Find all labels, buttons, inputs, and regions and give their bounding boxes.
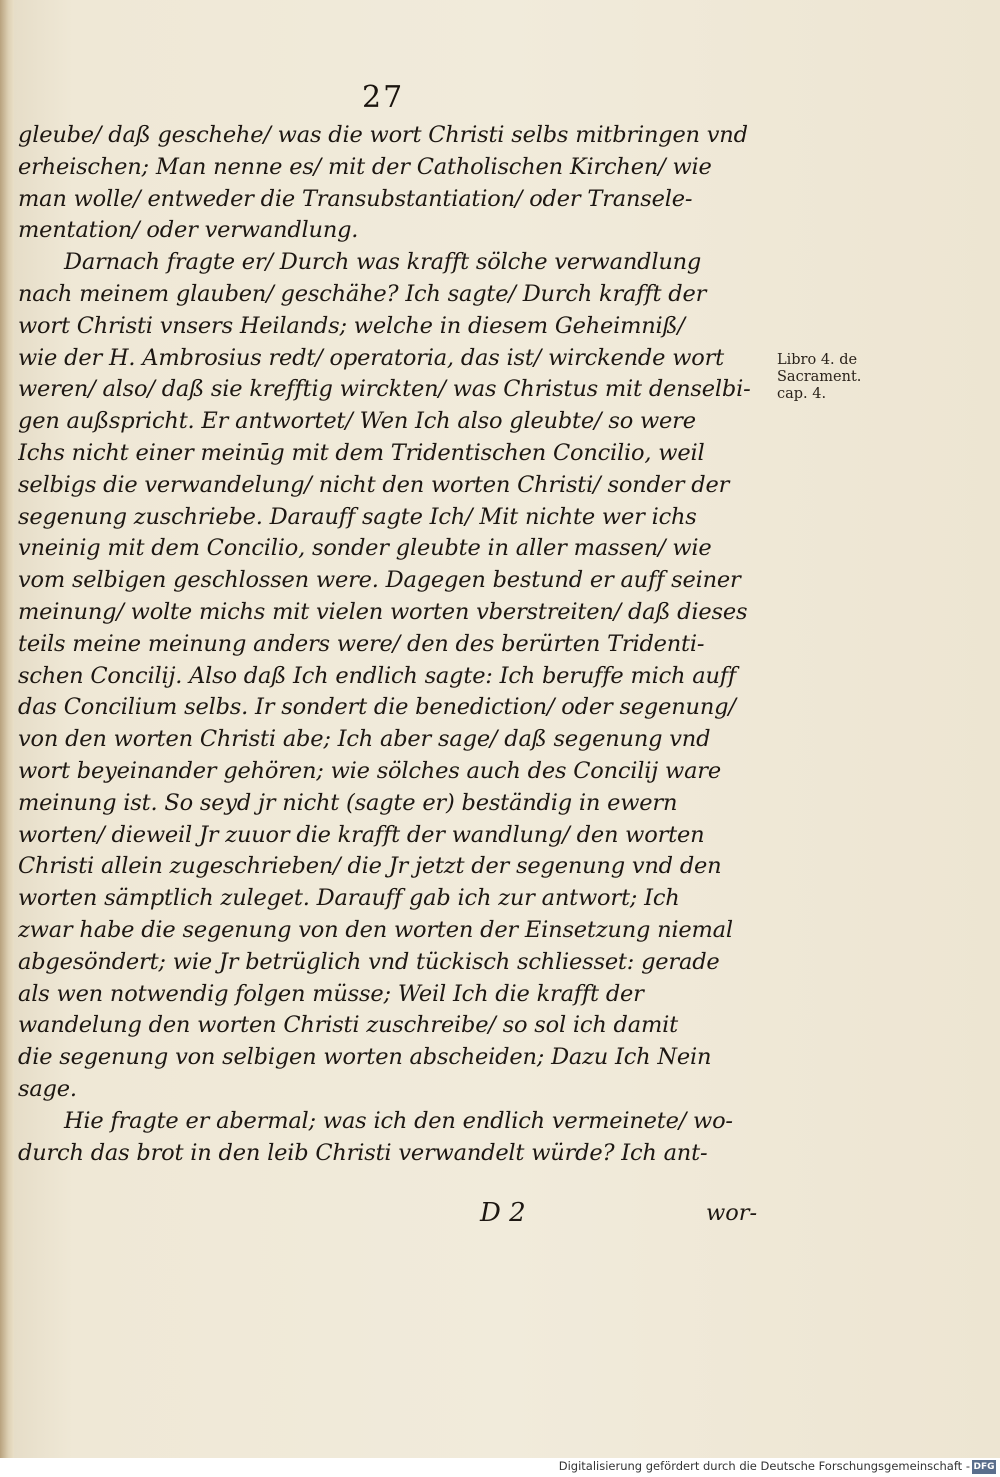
text-line: meinung ist. So seyd jr nicht (sagte er) beständig in ewern [18, 789, 678, 816]
text-line: weren/ also/ daß sie krefftig wirckten/ was Christus mit denselbi- [18, 376, 751, 403]
text-line: teils meine meinung anders were/ den des berürten Tridenti- [18, 630, 705, 657]
margin-note-line: Sacrament. [777, 369, 862, 385]
catchword: wor- [706, 1200, 758, 1226]
margin-note-line: cap. 4. [777, 386, 827, 402]
text-line: vom selbigen geschlossen were. Dagegen bestund er auff seiner [18, 567, 741, 594]
text-line: wort beyeinander gehören; wie sölches auch des Concilij ware [18, 757, 721, 784]
dfg-credit-text: Digitalisierung gefördert durch die Deutsche Forschungsgemeinschaft - [558, 1459, 970, 1473]
text-line: sage. [18, 1075, 77, 1102]
signature-mark: D 2 [480, 1198, 526, 1228]
text-line: wandelung den worten Christi zuschreibe/ so sol ich damit [18, 1012, 678, 1039]
text-line: selbigs die verwandelung/ nicht den worten Christi/ sonder der [18, 471, 730, 498]
text-line: Ichs nicht einer meinūg mit dem Tridentischen Concilio, weil [18, 439, 705, 466]
text-line: nach meinem glauben/ geschähe? Ich sagte/ Durch krafft der [18, 280, 707, 307]
text-line: von den worten Christi abe; Ich aber sage/ daß segenung vnd [18, 726, 711, 753]
digitization-credit-bar [0, 1458, 1000, 1477]
text-line: das Concilium selbs. Ir sondert die benediction/ oder segenung/ [18, 694, 736, 721]
text-line: segenung zuschriebe. Darauff sagte Ich/ Mit nichte wer ichs [18, 503, 697, 530]
book-spine-edge [0, 0, 14, 1458]
text-line: worten/ dieweil Jr zuuor die krafft der wandlung/ den worten [18, 821, 705, 848]
text-line: man wolle/ entweder die Transubstantiation/ oder Transele- [18, 185, 693, 212]
margin-citation [777, 352, 887, 403]
text-line: durch das brot in den leib Christi verwandelt würde? Ich ant- [18, 1139, 708, 1166]
margin-note-line: Libro 4. de [777, 352, 858, 368]
dfg-logo-icon: DFG [973, 1462, 995, 1472]
page-footer [0, 1198, 1000, 1238]
text-line: vneinig mit dem Concilio, sonder gleubte in aller massen/ wie [18, 535, 712, 562]
text-line: zwar habe die segenung von den worten der Einsetzung niemal [18, 916, 733, 943]
text-line: schen Concilij. Also daß Ich endlich sagte: Ich beruffe mich auff [18, 662, 736, 689]
text-line: meinung/ wolte michs mit vielen worten vberstreiten/ daß dieses [18, 598, 748, 625]
text-line: mentation/ oder verwandlung. [18, 217, 359, 244]
text-line: gleube/ daß geschehe/ was die wort Christi selbs mitbringen vnd [18, 122, 748, 148]
text-line: wie der H. Ambrosius redt/ operatoria, das ist/ wirckende wort [18, 344, 724, 371]
text-line: Christi allein zugeschrieben/ die Jr jetzt der segenung vnd den [18, 853, 722, 880]
text-line: Darnach fragte er/ Durch was krafft sölche verwandlung [64, 249, 702, 276]
text-line: wort Christi vnsers Heilands; welche in diesem Geheimniß/ [18, 312, 685, 339]
text-line: worten sämptlich zuleget. Darauff gab ich zur antwort; Ich [18, 885, 680, 912]
text-line: abgesöndert; wie Jr betrüglich vnd tückisch schliesset: gerade [18, 948, 720, 975]
text-line: erheischen; Man nenne es/ mit der Catholischen Kirchen/ wie [18, 153, 712, 180]
text-line: als wen notwendig folgen müsse; Weil Ich die krafft der [18, 980, 644, 1007]
text-line: Hie fragte er abermal; was ich den endlich vermeinete/ wo- [64, 1107, 733, 1134]
body-text [18, 120, 770, 1169]
page-number: 27 [362, 80, 405, 115]
text-line: die segenung von selbigen worten abscheiden; Dazu Ich Nein [18, 1044, 712, 1071]
text-line: gen außspricht. Er antwortet/ Wen Ich also gleubte/ so were [18, 408, 696, 435]
